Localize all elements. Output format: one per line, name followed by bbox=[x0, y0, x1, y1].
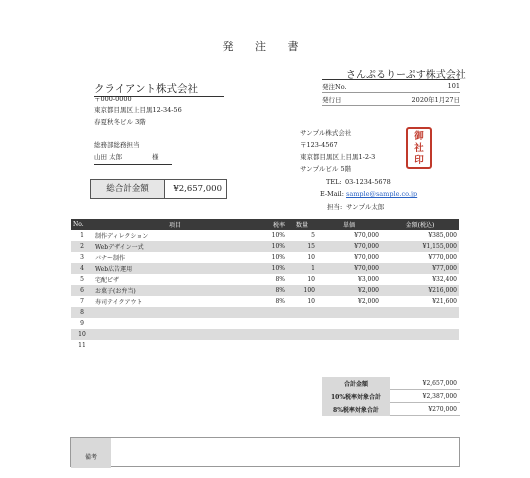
cell-amount: ¥21,600 bbox=[432, 298, 457, 305]
cell-item bbox=[93, 340, 257, 351]
issue-date-value: 2020年1月27日 bbox=[411, 96, 460, 104]
cell-no: 10 bbox=[71, 329, 93, 340]
issuer-email-link[interactable]: sample@sample.co.jp bbox=[346, 190, 418, 198]
cell-no: 2 bbox=[71, 241, 93, 252]
summary-row bbox=[322, 377, 460, 390]
col-header-no: No. bbox=[71, 219, 93, 230]
cell-amount: ¥77,000 bbox=[381, 263, 459, 274]
table-row bbox=[71, 285, 459, 296]
cell-quantity: 10 bbox=[307, 298, 315, 305]
table-row bbox=[71, 329, 459, 340]
table-row bbox=[71, 252, 459, 263]
cell-unit-price bbox=[317, 340, 381, 351]
order-number-divider bbox=[322, 92, 460, 93]
issuer-rep-label: 担当: bbox=[327, 203, 343, 211]
client-name: クライアント株式会社 bbox=[94, 83, 198, 95]
cell-tax-rate: 8% bbox=[257, 285, 287, 296]
items-table bbox=[71, 219, 459, 351]
col-header-unit-price: 単価 bbox=[317, 219, 381, 230]
issuer-postal: 〒123-4567 bbox=[300, 141, 338, 149]
cell-quantity bbox=[287, 307, 317, 318]
col-header-quantity: 数量 bbox=[287, 219, 317, 230]
issuer-address-line1: 東京都目黒区上目黒1-2-3 bbox=[300, 153, 376, 161]
order-number-value: 101 bbox=[447, 82, 460, 90]
cell-quantity: 15 bbox=[287, 241, 317, 252]
cell-item bbox=[93, 318, 257, 329]
client-person: 山田 太郎 bbox=[94, 153, 123, 161]
summary-8pct-value: ¥270,000 bbox=[390, 403, 460, 416]
cell-amount bbox=[381, 329, 459, 340]
cell-unit-price: ¥70,000 bbox=[317, 263, 381, 274]
cell-tax-rate: 10% bbox=[271, 232, 285, 239]
cell-tax-rate: 8% bbox=[275, 276, 285, 283]
summary-row bbox=[322, 403, 460, 416]
cell-item bbox=[93, 307, 257, 318]
cell-no: 1 bbox=[80, 232, 84, 239]
cell-tax-rate: 10% bbox=[271, 254, 285, 261]
cell-quantity bbox=[287, 329, 317, 340]
table-row bbox=[71, 263, 459, 274]
table-row bbox=[71, 307, 459, 318]
client-postal: 〒000-0000 bbox=[94, 95, 132, 103]
cell-unit-price: ¥2,000 bbox=[358, 298, 379, 305]
grand-total-label: 総合計金額 bbox=[91, 180, 165, 198]
cell-item: お菓子(お弁当) bbox=[93, 285, 257, 296]
client-department: 総務部総務担当 bbox=[94, 141, 140, 149]
notes-box bbox=[70, 437, 460, 467]
cell-no: 9 bbox=[80, 320, 84, 327]
issuer-address-line2: サンプルビル 5階 bbox=[300, 165, 352, 173]
cell-amount: ¥216,000 bbox=[381, 285, 459, 296]
grand-total-value: ¥2,657,000 bbox=[173, 184, 222, 194]
summary-total-label: 合計金額 bbox=[322, 377, 390, 390]
cell-item: 制作ディレクション bbox=[95, 233, 149, 240]
items-table-header bbox=[71, 219, 459, 230]
issuer-tel-value: 03-1234-5678 bbox=[345, 178, 391, 186]
col-header-item: 項目 bbox=[93, 219, 257, 230]
cell-quantity bbox=[287, 340, 317, 351]
seller-name-underline bbox=[322, 79, 460, 80]
cell-unit-price bbox=[317, 329, 381, 340]
cell-quantity: 5 bbox=[311, 232, 315, 239]
cell-amount bbox=[381, 307, 459, 318]
cell-amount: ¥32,400 bbox=[432, 276, 457, 283]
cell-quantity: 1 bbox=[287, 263, 317, 274]
cell-tax-rate: 10% bbox=[257, 241, 287, 252]
cell-no: 7 bbox=[80, 298, 84, 305]
cell-no: 11 bbox=[78, 342, 86, 349]
cell-item bbox=[93, 329, 257, 340]
cell-unit-price: ¥2,000 bbox=[317, 285, 381, 296]
issuer-rep-value: サンプル太郎 bbox=[346, 203, 385, 211]
stamp-char-1: 御 bbox=[414, 131, 424, 142]
cell-tax-rate bbox=[257, 307, 287, 318]
summary-10pct-label: 10%税率対象合計 bbox=[322, 390, 390, 403]
cell-amount bbox=[381, 318, 459, 329]
table-row bbox=[71, 241, 459, 252]
cell-quantity: 10 bbox=[307, 276, 315, 283]
table-row bbox=[71, 296, 459, 307]
cell-quantity: 10 bbox=[307, 254, 315, 261]
stamp-char-3: 印 bbox=[414, 155, 424, 166]
cell-no: 5 bbox=[80, 276, 84, 283]
cell-item: Webデザイン一式 bbox=[93, 241, 257, 252]
cell-no: 8 bbox=[71, 307, 93, 318]
cell-no: 6 bbox=[71, 285, 93, 296]
cell-unit-price: ¥70,000 bbox=[354, 232, 379, 239]
notes-label: 備考 bbox=[71, 438, 111, 468]
cell-item: バナー制作 bbox=[95, 255, 126, 262]
table-row bbox=[71, 340, 459, 351]
cell-amount: ¥1,155,000 bbox=[381, 241, 459, 252]
document-title: 発 注 書 bbox=[222, 40, 308, 53]
cell-quantity: 100 bbox=[287, 285, 317, 296]
cell-tax-rate bbox=[257, 340, 287, 351]
order-number-label: 発注No. bbox=[322, 83, 347, 91]
cell-unit-price bbox=[317, 318, 381, 329]
table-row bbox=[71, 318, 459, 329]
stamp-char-2: 社 bbox=[414, 143, 424, 154]
cell-item: 宅配ピザ bbox=[95, 277, 120, 284]
cell-amount: ¥385,000 bbox=[428, 232, 457, 239]
summary-total-value: ¥2,657,000 bbox=[390, 377, 460, 390]
client-honorific: 様 bbox=[152, 153, 159, 161]
col-header-tax-rate: 税率 bbox=[257, 219, 287, 230]
seller-company-name: さんぷるりーぷす株式会社 bbox=[346, 70, 466, 81]
summary-table bbox=[322, 377, 460, 416]
client-address-line1: 東京都目黒区上目黒12-34-56 bbox=[94, 106, 182, 114]
cell-amount bbox=[381, 340, 459, 351]
summary-row bbox=[322, 390, 460, 403]
cell-tax-rate: 8% bbox=[275, 298, 285, 305]
cell-unit-price bbox=[317, 307, 381, 318]
issuer-email-label: E-Mail: bbox=[320, 190, 344, 198]
cell-unit-price: ¥3,000 bbox=[358, 276, 379, 283]
cell-tax-rate: 10% bbox=[257, 263, 287, 274]
summary-10pct-value: ¥2,387,000 bbox=[390, 390, 460, 403]
issuer-company: サンプル株式会社 bbox=[300, 129, 352, 137]
cell-amount: ¥770,000 bbox=[428, 254, 457, 261]
grand-total-box bbox=[90, 179, 227, 199]
issuer-tel-label: TEL: bbox=[326, 178, 342, 186]
issue-date-label: 発行日 bbox=[322, 96, 342, 104]
cell-item: 寿司テイクアウト bbox=[95, 299, 143, 306]
cell-tax-rate bbox=[257, 318, 287, 329]
cell-unit-price: ¥70,000 bbox=[317, 241, 381, 252]
col-header-amount: 金額(税込) bbox=[381, 219, 459, 230]
table-row bbox=[71, 230, 459, 241]
cell-item: Web広告運用 bbox=[93, 263, 257, 274]
issue-date-divider bbox=[322, 105, 460, 106]
cell-no: 4 bbox=[71, 263, 93, 274]
table-row bbox=[71, 274, 459, 285]
cell-unit-price: ¥70,000 bbox=[354, 254, 379, 261]
cell-no: 3 bbox=[80, 254, 84, 261]
client-address-line2: 春夏秋冬ビル 3階 bbox=[94, 118, 146, 126]
client-person-underline bbox=[94, 164, 172, 165]
company-seal-stamp bbox=[406, 127, 432, 169]
summary-8pct-label: 8%税率対象合計 bbox=[322, 403, 390, 416]
cell-tax-rate bbox=[257, 329, 287, 340]
cell-quantity bbox=[287, 318, 317, 329]
